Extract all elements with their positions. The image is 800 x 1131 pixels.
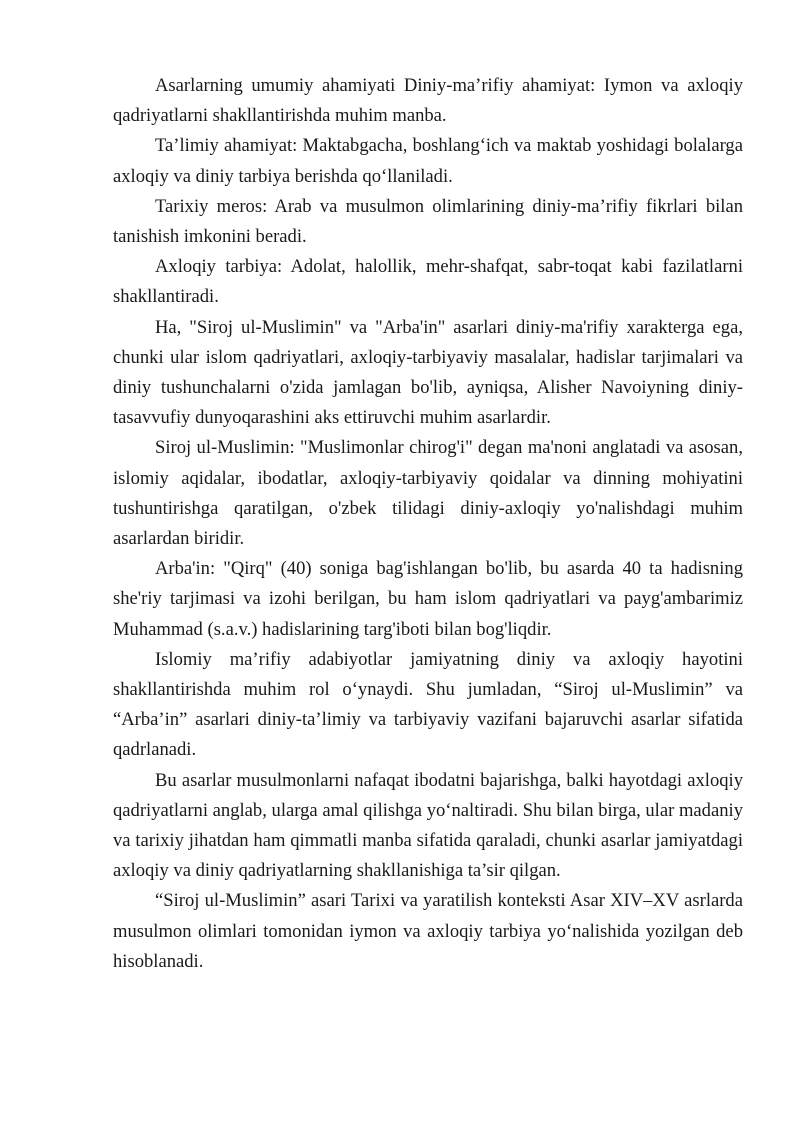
paragraph-educational: Ta’limiy ahamiyat: Maktabgacha, boshlang‘ich va maktab yoshidagi bolalarga axloqiy va diniy tarbiya berishda qo‘llaniladi. [113,135,743,187]
paragraph-arbain: Arba'in: "Qirq" (40) soniga bag'ishlangan bo'lib, bu asarda 40 ta hadisning she'riy tarjimasi va izohi berilgan, bu ham islom qadriyatlari va payg'ambarimiz Muhammad (s.a.v.) hadislarining targ'iboti bilan bog'liqdir. [113,558,743,640]
paragraph-moral-education: Axloqiy tarbiya: Adolat, halollik, mehr-shafqat, sabr-toqat kabi fazilatlarni shakllantiradi. [113,256,743,308]
paragraph-significance: Asarlarning umumiy ahamiyati Diniy-ma’rifiy ahamiyat: Iymon va axloqiy qadriyatlarni shakllantirishda muhim manba. [113,75,743,127]
document-page [113,71,743,977]
paragraph-history-context: “Siroj ul-Muslimin” asari Tarixi va yaratilish konteksti Asar XIV–XV asrlarda musulmon olimlari tomonidan iymon va axloqiy tarbiya yo‘nalishida yozilgan deb hisoblanadi. [113,890,743,972]
paragraph-value: Bu asarlar musulmonlarni nafaqat ibodatni bajarishga, balki hayotdagi axloqiy qadriyatlarni anglab, ularga amal qilishga yo‘naltiradi. Shu bilan birga, ular madaniy va tarixiy jihatdan ham qimmatli manba sifatida qaraladi, chunki asarlar jamiyatdagi axloqiy va diniy qadriyatlarning shakllanishiga ta’sir qilgan. [113,769,743,882]
paragraph-islamic-literature: Islomiy ma’rifiy adabiyotlar jamiyatning diniy va axloqiy hayotini shakllantirishda muhim rol o‘ynaydi. Shu jumladan, “Siroj ul-Muslimin” va “Arba’in” asarlari diniy-ta’limiy va tarbiyaviy vazifani bajaruvchi asarlar sifatida qadrlanadi. [113,648,743,761]
paragraph-character: Ha, "Siroj ul-Muslimin" va "Arba'in" asarlari diniy-ma'rifiy xarakterga ega, chunki ular islom qadriyatlari, axloqiy-tarbiyaviy masalalar, hadislar tarjimalari va diniy tushunchalarni o'zida jamlagan bo'lib, ayniqsa, Alisher Navoiyning diniy-tasavvufiy dunyoqarashini aks ettiruvchi muhim asarlardir. [113,316,743,429]
paragraph-historical-heritage: Tarixiy meros: Arab va musulmon olimlarining diniy-ma’rifiy fikrlari bilan tanishish imkonini beradi. [113,195,743,248]
paragraph-siroj: Siroj ul-Muslimin: "Muslimonlar chirog'i" degan ma'noni anglatadi va asosan, islomiy aqidalar, ibodatlar, axloqiy-tarbiyaviy qoidalar va dinning mohiyatini tushuntirishga qaratilgan, o'zbek tilidagi diniy-axloqiy yo'nalishdagi muhim asarlardan biridir. [113,437,743,550]
